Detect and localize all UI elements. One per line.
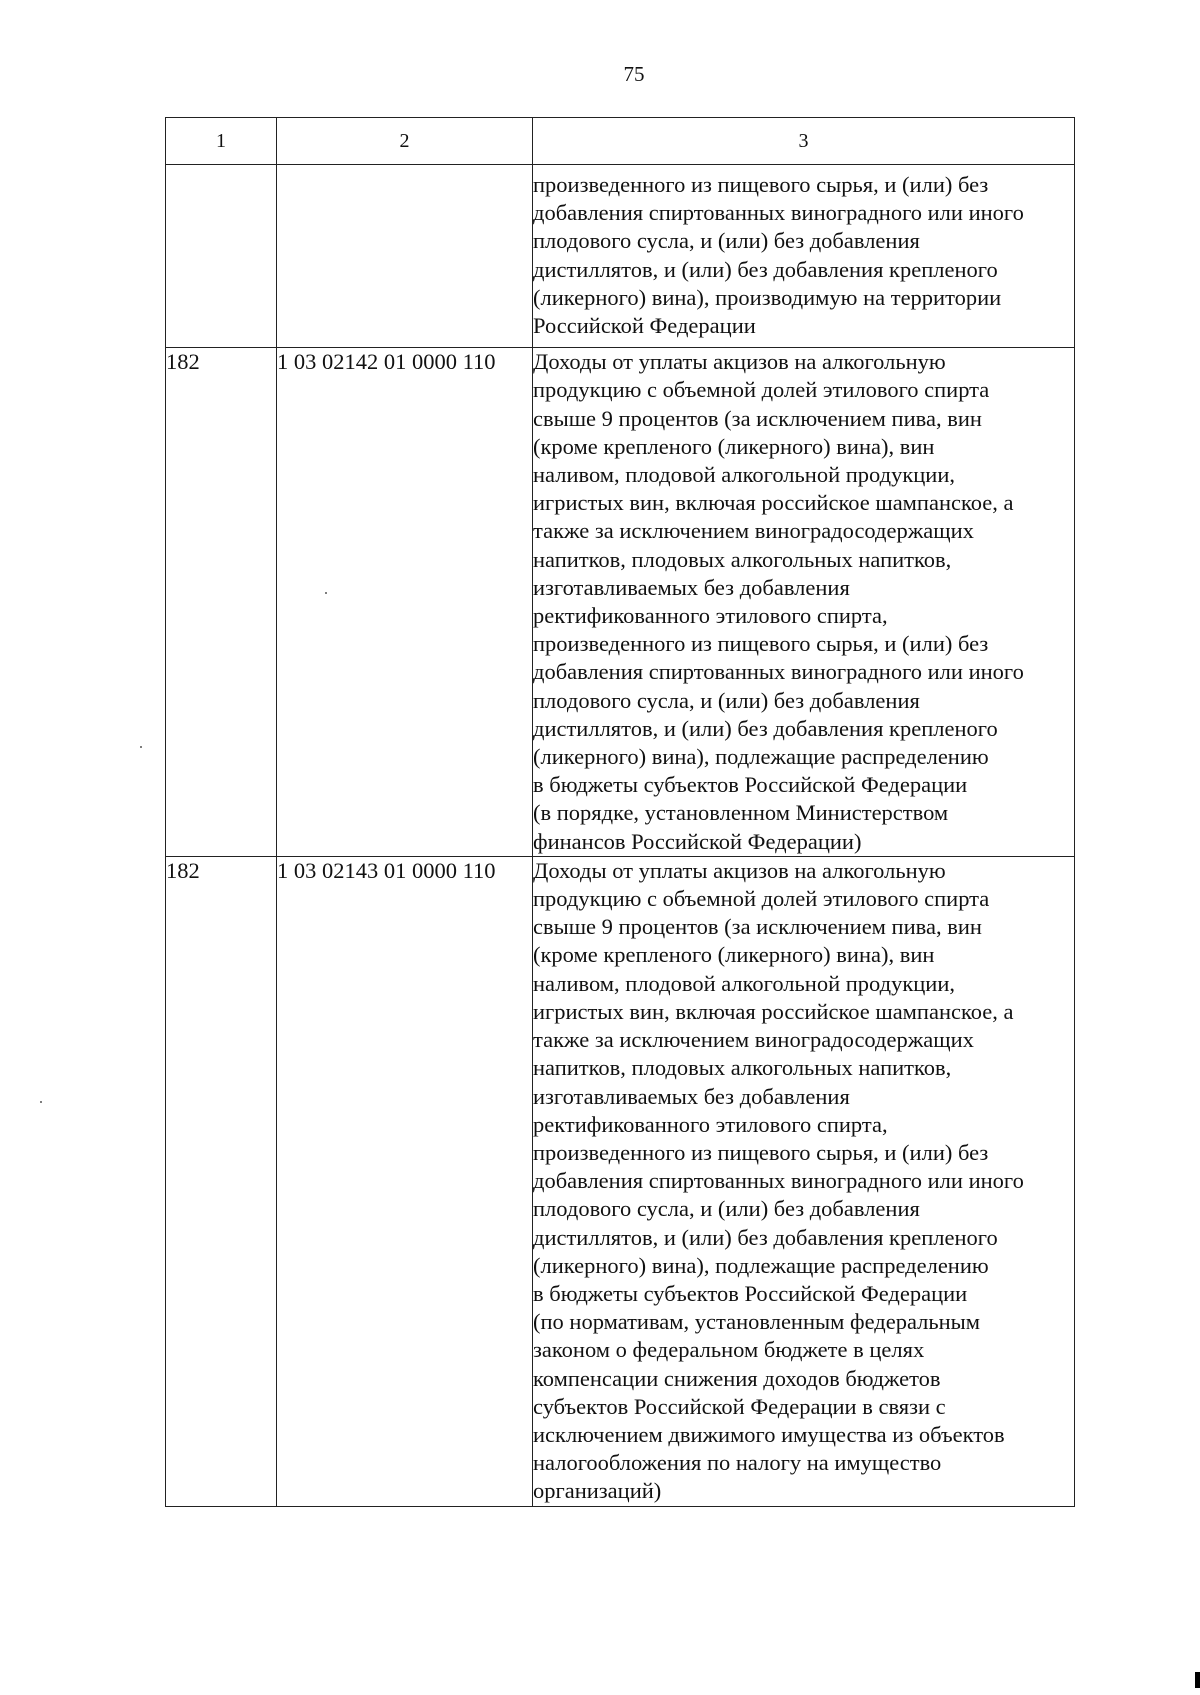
description-line: в бюджеты субъектов Российской Федерации — [533, 1280, 968, 1306]
table-row — [166, 348, 1075, 857]
description-line: продукцию с объемной долей этилового спирта — [533, 377, 990, 403]
description-line: изготавливаемых без добавления — [533, 574, 850, 600]
cell-kbk-code — [277, 165, 533, 348]
description-line: произведенного из пищевого сырья, и (или) без — [533, 172, 989, 197]
cell-kbk-code: 1 03 02142 01 0000 110 — [277, 348, 533, 857]
description-line: Доходы от уплаты акцизов на алкогольную — [533, 857, 946, 883]
description-line: свыше 9 процентов (за исключением пива, вин — [533, 914, 982, 940]
table-header-row — [166, 118, 1075, 165]
description-line: (кроме крепленого (ликерного) вина), вин — [533, 433, 935, 459]
description-line: ректификованного этилового спирта, — [533, 1111, 888, 1137]
description-line: финансов Российской Федерации) — [533, 828, 862, 854]
table-row-continuation — [166, 165, 1075, 348]
cell-description — [533, 348, 1075, 857]
column-header-1: 1 — [166, 118, 277, 165]
description-line: в бюджеты субъектов Российской Федерации — [533, 772, 968, 798]
description-line: дистиллятов, и (или) без добавления крепленого — [533, 1224, 998, 1250]
description-line: плодового сусла, и (или) без добавления — [533, 1196, 920, 1222]
scan-speck — [40, 1101, 42, 1103]
cell-description — [533, 165, 1075, 348]
description-line: произведенного из пищевого сырья, и (или) без — [533, 631, 989, 657]
description-line: добавления спиртованных виноградного или иного — [533, 659, 1024, 685]
description-line: добавления спиртованных виноградного или иного — [533, 1168, 1024, 1194]
cell-kbk-code: 1 03 02143 01 0000 110 — [277, 856, 533, 1506]
description-line: также за исключением виноградосодержащих — [533, 518, 974, 544]
description-line: наливом, плодовой алкогольной продукции, — [533, 462, 956, 488]
description-line: продукцию с объемной долей этилового спирта — [533, 886, 990, 912]
description-line: (в порядке, установленном Министерством — [533, 800, 949, 826]
description-line: налогообложения по налогу на имущество — [533, 1450, 942, 1476]
description-line: наливом, плодовой алкогольной продукции, — [533, 970, 956, 996]
description-line: дистиллятов, и (или) без добавления крепленого — [533, 715, 998, 741]
scan-speck — [325, 592, 327, 594]
cell-admin-code: 182 — [166, 856, 277, 1506]
cell-admin-code — [166, 165, 277, 348]
cell-description — [533, 856, 1075, 1506]
scan-edge-mark — [1195, 1672, 1200, 1688]
description-line: плодового сусла, и (или) без добавления — [533, 228, 920, 254]
description-line: напитков, плодовых алкогольных напитков, — [533, 546, 952, 572]
description-line: Российской Федерации — [533, 313, 756, 339]
description-line: напитков, плодовых алкогольных напитков, — [533, 1055, 952, 1081]
column-header-3: 3 — [533, 118, 1075, 165]
description-line: игристых вин, включая российское шампанское, а — [533, 998, 1014, 1024]
description-line: законом о федеральном бюджете в целях — [533, 1337, 925, 1363]
description-line: Доходы от уплаты акцизов на алкогольную — [533, 349, 946, 375]
description-line: субъектов Российской Федерации в связи с — [533, 1393, 946, 1419]
table-row — [166, 856, 1075, 1506]
description-line: (ликерного) вина), производимую на территории — [533, 284, 1002, 310]
description-line: свыше 9 процентов (за исключением пива, вин — [533, 405, 982, 431]
description-line: (ликерного) вина), подлежащие распределению — [533, 744, 989, 770]
description-line: также за исключением виноградосодержащих — [533, 1027, 974, 1053]
description-line: добавления спиртованных виноградного или иного — [533, 200, 1024, 226]
description-line: произведенного из пищевого сырья, и (или) без — [533, 1139, 989, 1165]
description-line: ректификованного этилового спирта, — [533, 603, 888, 629]
description-line: изготавливаемых без добавления — [533, 1083, 850, 1109]
cell-admin-code: 182 — [166, 348, 277, 857]
description-line: (ликерного) вина), подлежащие распределению — [533, 1252, 989, 1278]
description-line: дистиллятов, и (или) без добавления крепленого — [533, 256, 998, 282]
description-line: организаций) — [533, 1478, 662, 1504]
column-header-2: 2 — [277, 118, 533, 165]
description-line: (по нормативам, установленным федеральным — [533, 1309, 981, 1335]
description-line: компенсации снижения доходов бюджетов — [533, 1365, 941, 1391]
description-line: игристых вин, включая российское шампанское, а — [533, 490, 1014, 516]
scan-speck — [140, 746, 142, 748]
page-number: 75 — [623, 62, 645, 86]
description-line: плодового сусла, и (или) без добавления — [533, 687, 920, 713]
revenue-codes-table — [165, 117, 1075, 1507]
description-line: исключением движимого имущества из объектов — [533, 1421, 1005, 1447]
description-line: (кроме крепленого (ликерного) вина), вин — [533, 942, 935, 968]
